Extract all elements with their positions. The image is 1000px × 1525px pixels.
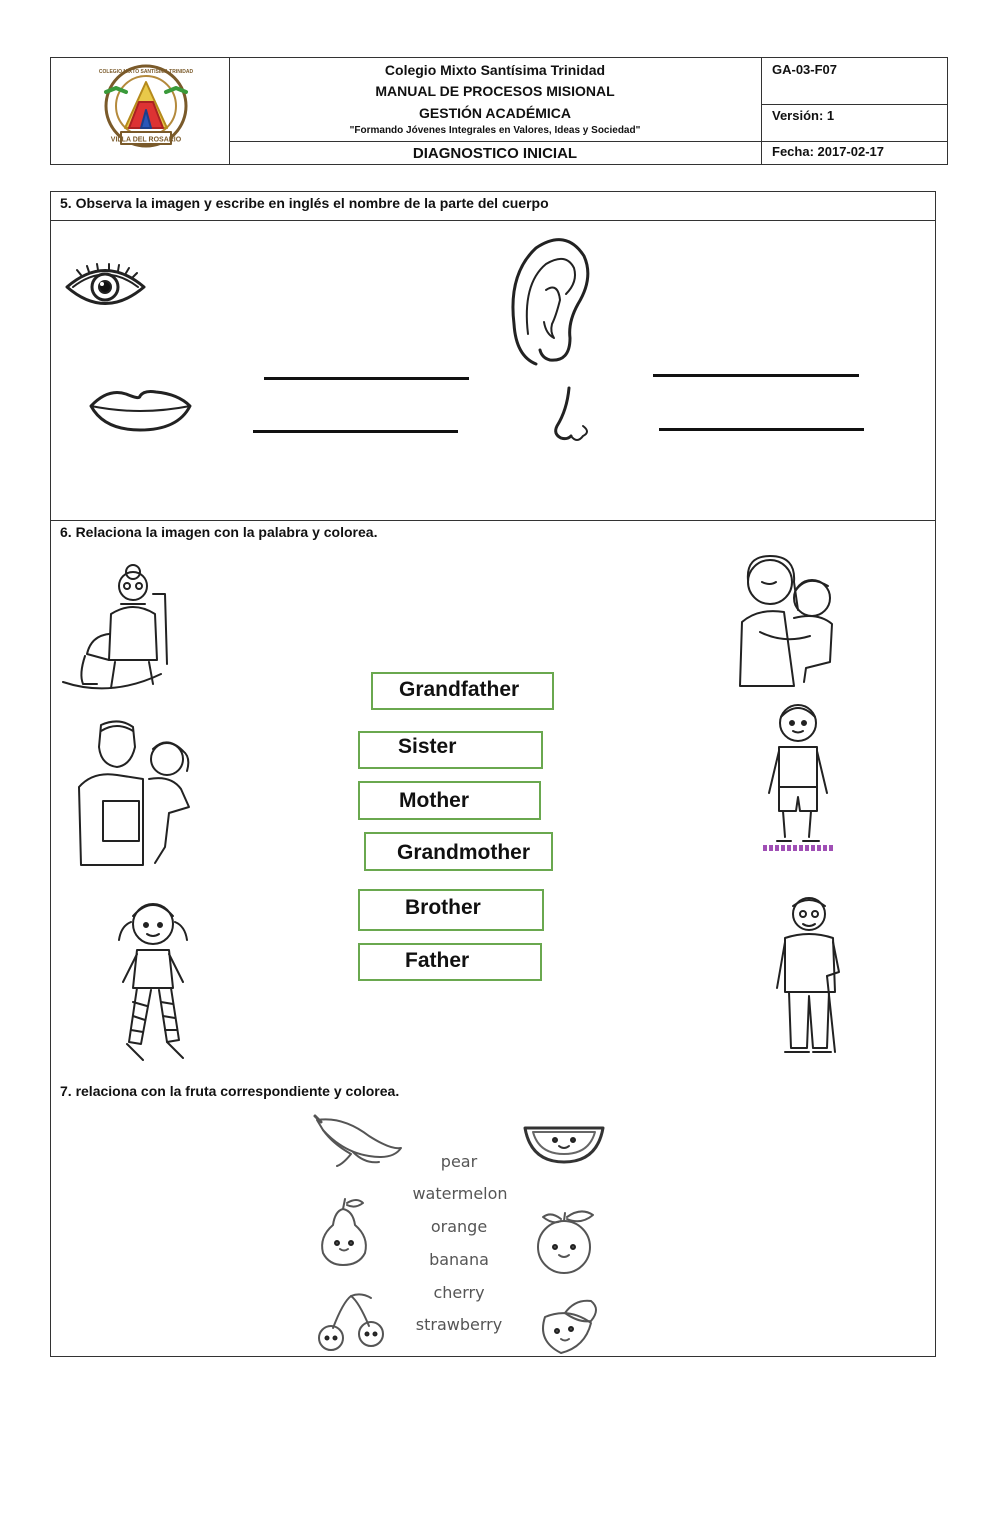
manual-title: MANUAL DE PROCESOS MISIONAL <box>375 83 615 99</box>
question-5-title: 5. Observa la imagen y escribe en inglés el nombre de la parte del cuerpo <box>60 195 549 211</box>
mother-son-image <box>734 552 844 687</box>
document-code: GA-03-F07 <box>772 62 838 77</box>
girl-image <box>103 892 203 1067</box>
pear-icon <box>313 1197 373 1267</box>
worksheet-table <box>50 191 936 1357</box>
lips-icon <box>88 386 193 436</box>
question-6-title: 6. Relaciona la imagen con la palabra y colorea. <box>60 524 378 540</box>
answer-line-2[interactable] <box>653 374 859 377</box>
fruit-word-cherry: cherry <box>433 1283 485 1302</box>
word-box-grandmother[interactable]: Grandmother <box>364 832 553 871</box>
fruit-word-strawberry: strawberry <box>415 1315 503 1334</box>
nose-icon <box>551 386 596 448</box>
document-version: Versión: 1 <box>772 108 835 123</box>
eye-icon <box>63 262 148 312</box>
question-7-title: 7. relaciona con la fruta correspondiente y colorea. <box>60 1083 400 1099</box>
document-title: DIAGNOSTICO INICIAL <box>412 145 578 162</box>
fruit-word-banana: banana <box>429 1250 489 1269</box>
fruit-word-pear: pear <box>440 1152 478 1171</box>
document-date: Fecha: 2017-02-17 <box>772 144 885 159</box>
header-table <box>50 57 948 165</box>
answer-line-4[interactable] <box>659 428 864 431</box>
word-box-brother[interactable]: Brother <box>358 889 544 931</box>
image-credit <box>763 845 833 851</box>
school-name: Colegio Mixto Santísima Trinidad <box>384 62 606 78</box>
answer-line-3[interactable] <box>253 430 458 433</box>
father-daughter-image <box>73 717 195 867</box>
logo-ring-text: COLEGIO MIXTO SANTISIMA TRINIDAD <box>98 69 194 75</box>
ear-icon <box>506 234 596 369</box>
orange-icon <box>531 1207 601 1277</box>
grandfather-image <box>769 892 859 1057</box>
fruit-word-orange: orange <box>430 1217 488 1236</box>
fruit-word-watermelon: watermelon <box>412 1184 508 1203</box>
school-logo <box>81 62 211 162</box>
word-box-sister[interactable]: Sister <box>358 731 543 769</box>
word-box-mother[interactable]: Mother <box>358 781 541 820</box>
strawberry-icon <box>535 1297 603 1357</box>
word-box-father[interactable]: Father <box>358 943 542 981</box>
school-motto: "Formando Jóvenes Integrales en Valores, Ideas y Sociedad" <box>349 125 641 136</box>
grandmother-image <box>61 564 173 696</box>
logo-banner-text: VILLA DEL ROSARIO <box>110 136 182 144</box>
word-box-grandfather[interactable]: Grandfather <box>371 672 554 710</box>
boy-image <box>763 697 833 857</box>
gestion-title: GESTIÓN ACADÉMICA <box>419 105 571 121</box>
answer-line-1[interactable] <box>264 377 469 380</box>
